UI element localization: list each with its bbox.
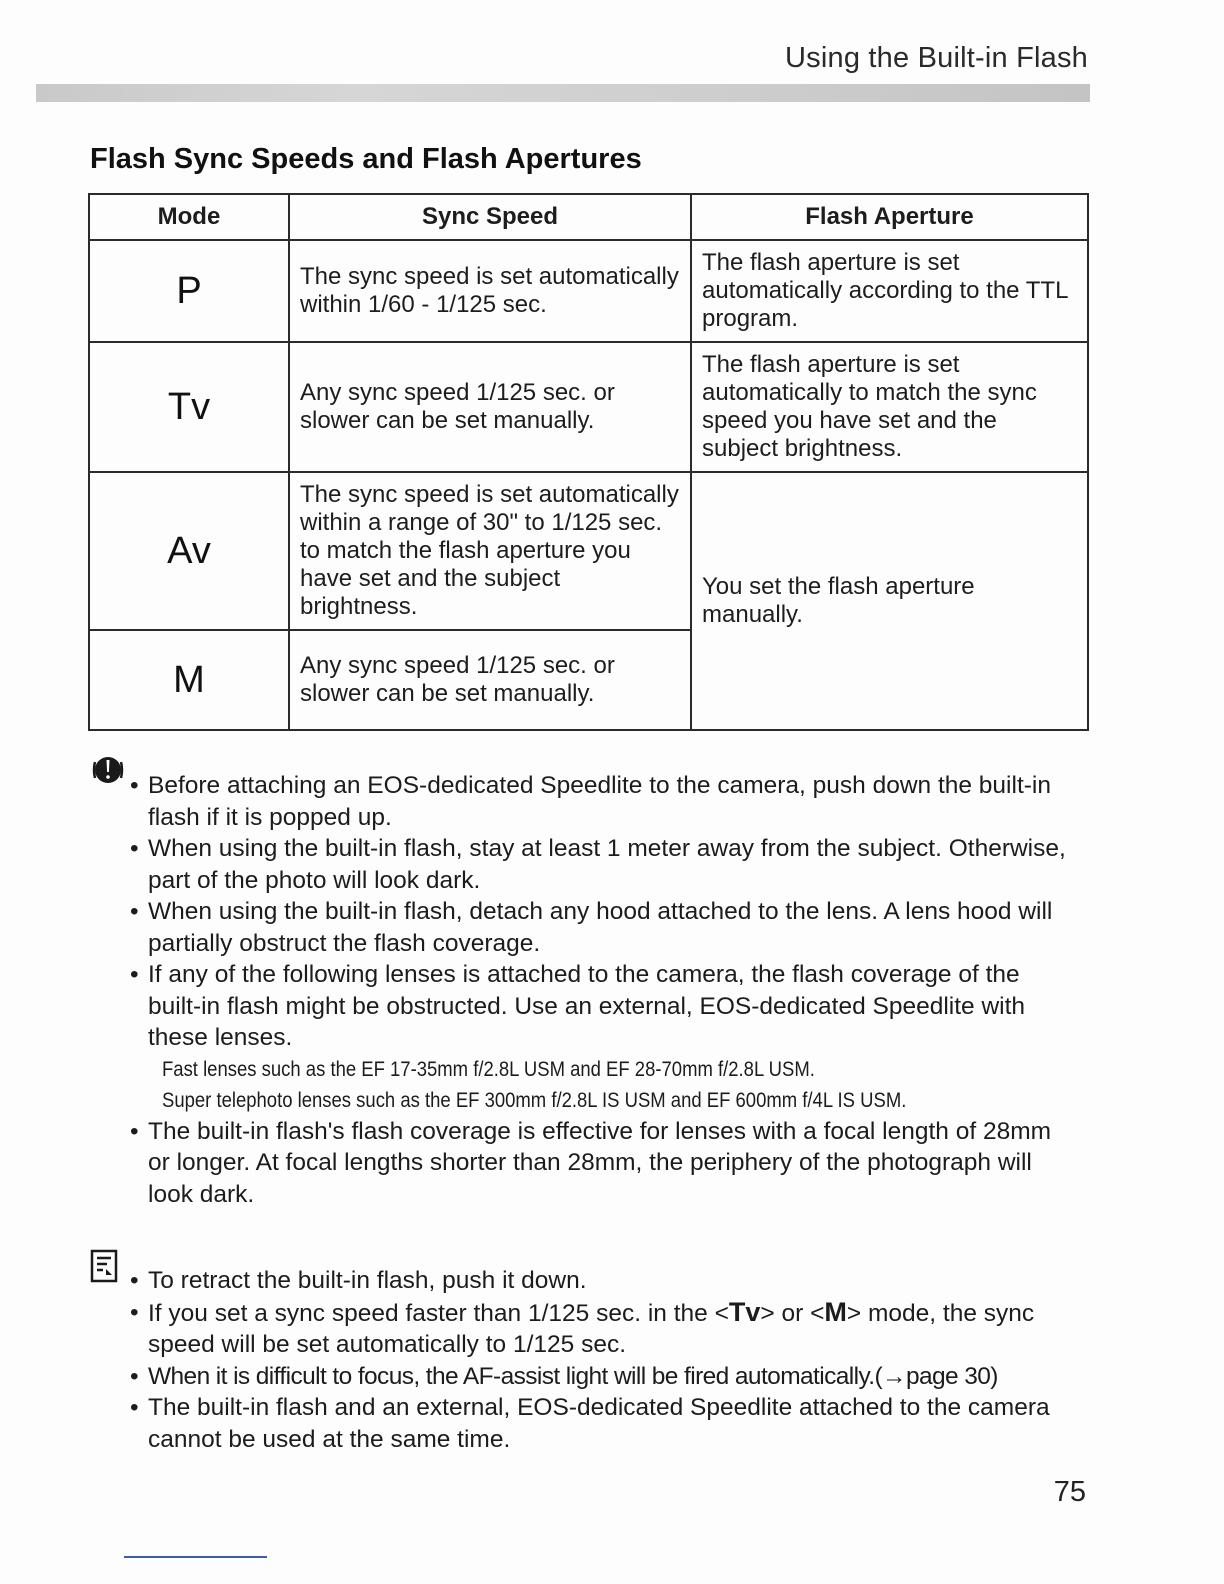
caution-list bbox=[130, 770, 1070, 1210]
memo-text: > mode, the sync speed will be set automatically to 1/125 sec. bbox=[148, 1299, 1035, 1358]
mode-cell: M bbox=[89, 630, 289, 730]
sync-speed-cell: The sync speed is set automatically within a range of 30" to 1/125 sec. to match the flash aperture you have set and the subject brightness. bbox=[289, 472, 691, 630]
list-item: • When it is difficult to focus, the AF-assist light will be fired automatically.(→page 30) bbox=[130, 1361, 1090, 1393]
table-row bbox=[89, 240, 1088, 342]
mode-tv-ref: Tv bbox=[728, 1296, 761, 1327]
list-item: • Before attaching an EOS-dedicated Speedlite to the camera, push down the built-in flash if it is popped up. bbox=[130, 770, 1070, 833]
list-item: • To retract the built-in flash, push it down. bbox=[130, 1265, 1090, 1297]
table-header-row bbox=[89, 194, 1088, 240]
flash-aperture-cell: The flash aperture is set automatically to match the sync speed you have set and the subject brightness. bbox=[691, 342, 1088, 472]
flash-aperture-cell: You set the flash aperture manually. bbox=[691, 472, 1088, 730]
header-rule bbox=[36, 84, 1090, 102]
list-item: • When using the built-in flash, detach any hood attached to the lens. A lens hood will partially obstruct the flash coverage. bbox=[130, 896, 1070, 959]
running-head-title: Using the Built-in Flash bbox=[785, 42, 1088, 74]
list-item: • The built-in flash and an external, EOS-dedicated Speedlite attached to the camera cannot be used at the same time. bbox=[130, 1392, 1090, 1455]
memo-text: > or < bbox=[760, 1299, 825, 1327]
footer-link-rule bbox=[124, 1556, 267, 1558]
mode-cell: Av bbox=[89, 472, 289, 630]
list-item bbox=[130, 1297, 1090, 1361]
sync-speed-cell: Any sync speed 1/125 sec. or slower can be set manually. bbox=[289, 630, 691, 730]
memo-icon bbox=[90, 1249, 120, 1283]
memo-text: If you set a sync speed faster than 1/125 sec. in the < bbox=[148, 1299, 729, 1327]
memo-list bbox=[130, 1265, 1090, 1455]
table-row bbox=[89, 472, 1088, 630]
list-item bbox=[130, 959, 1070, 1116]
table-row bbox=[89, 342, 1088, 472]
page-number: 75 bbox=[1053, 1476, 1086, 1508]
list-item: • The built-in flash's flash coverage is effective for lenses with a focal length of 28mm or longer. At focal lengths shorter than 28mm, the periphery of the photograph will look dark. bbox=[130, 1116, 1070, 1211]
list-item-text: If any of the following lenses is attached to the camera, the flash coverage of the built-in flash might be obstructed. Use an external, EOS-dedicated Speedlite with these lenses. bbox=[148, 961, 1026, 1051]
sync-speed-cell: Any sync speed 1/125 sec. or slower can be set manually. bbox=[289, 342, 691, 472]
mode-cell: P bbox=[89, 240, 289, 342]
sync-speed-cell: The sync speed is set automatically within 1/60 - 1/125 sec. bbox=[289, 240, 691, 342]
list-item: • When using the built-in flash, stay at least 1 meter away from the subject. Otherwise, part of the photo will look dark. bbox=[130, 833, 1070, 896]
mode-cell: Tv bbox=[89, 342, 289, 472]
flash-aperture-cell: The flash aperture is set automatically according to the TTL program. bbox=[691, 240, 1088, 342]
mode-m-ref: M bbox=[824, 1296, 847, 1327]
caution-icon bbox=[92, 754, 124, 786]
lens-line: Super telephoto lenses such as the EF 300mm f/2.8L IS USM and EF 600mm f/4L IS USM. bbox=[162, 1088, 907, 1112]
sync-aperture-table bbox=[88, 193, 1089, 731]
column-header-mode: Mode bbox=[89, 194, 289, 240]
column-header-flash-aperture: Flash Aperture bbox=[691, 194, 1088, 240]
lens-line: Fast lenses such as the EF 17-35mm f/2.8L USM and EF 28-70mm f/2.8L USM. bbox=[162, 1057, 815, 1081]
column-header-sync-speed: Sync Speed bbox=[289, 194, 691, 240]
section-title: Flash Sync Speeds and Flash Apertures bbox=[90, 143, 642, 175]
